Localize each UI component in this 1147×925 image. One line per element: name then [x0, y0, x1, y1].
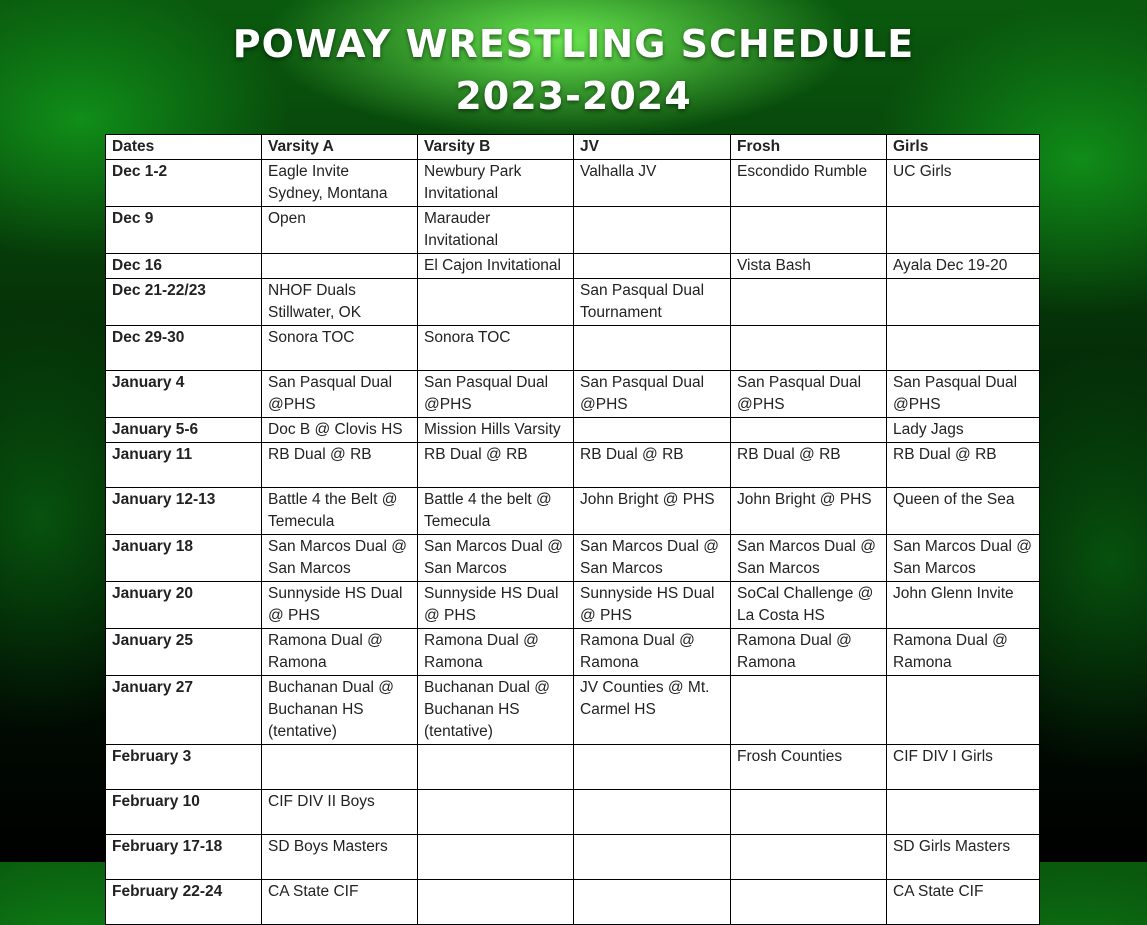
- cell-varsity-b: [418, 790, 574, 835]
- table-row: [106, 371, 1040, 418]
- cell-varsity-b: Newbury Park Invitational: [418, 160, 574, 207]
- cell-varsity-a: San Pasqual Dual @PHS: [262, 371, 418, 418]
- cell-varsity-a: Battle 4 the Belt @ Temecula: [262, 488, 418, 535]
- cell-girls: UC Girls: [887, 160, 1040, 207]
- cell-varsity-b: [418, 279, 574, 326]
- cell-frosh: RB Dual @ RB: [731, 443, 887, 488]
- cell-frosh: [731, 279, 887, 326]
- cell-frosh: Escondido Rumble: [731, 160, 887, 207]
- cell-jv: [574, 207, 731, 254]
- cell-date: Dec 1-2: [106, 160, 262, 207]
- cell-girls: [887, 676, 1040, 745]
- cell-jv: [574, 790, 731, 835]
- cell-jv: San Marcos Dual @ San Marcos: [574, 535, 731, 582]
- cell-frosh: [731, 790, 887, 835]
- cell-varsity-b: Sunnyside HS Dual @ PHS: [418, 582, 574, 629]
- cell-varsity-a: San Marcos Dual @ San Marcos: [262, 535, 418, 582]
- cell-jv: San Pasqual Dual Tournament: [574, 279, 731, 326]
- table-row: [106, 160, 1040, 207]
- cell-varsity-b: [418, 745, 574, 790]
- table-row: [106, 326, 1040, 371]
- cell-girls: [887, 279, 1040, 326]
- cell-date: January 11: [106, 443, 262, 488]
- cell-jv: [574, 835, 731, 880]
- cell-date: February 3: [106, 745, 262, 790]
- column-header-frosh: Frosh: [731, 135, 887, 160]
- cell-girls: John Glenn Invite: [887, 582, 1040, 629]
- cell-jv: Valhalla JV: [574, 160, 731, 207]
- cell-date: January 4: [106, 371, 262, 418]
- table-row: [106, 582, 1040, 629]
- cell-varsity-a: Buchanan Dual @ Buchanan HS (tentative): [262, 676, 418, 745]
- cell-date: January 20: [106, 582, 262, 629]
- cell-varsity-b: Buchanan Dual @ Buchanan HS (tentative): [418, 676, 574, 745]
- table-row: [106, 443, 1040, 488]
- cell-girls: Lady Jags: [887, 418, 1040, 443]
- cell-varsity-a: CIF DIV II Boys: [262, 790, 418, 835]
- cell-frosh: [731, 880, 887, 925]
- cell-varsity-a: Open: [262, 207, 418, 254]
- cell-varsity-a: NHOF Duals Stillwater, OK: [262, 279, 418, 326]
- cell-date: Dec 29-30: [106, 326, 262, 371]
- cell-varsity-b: Marauder Invitational: [418, 207, 574, 254]
- cell-frosh: Frosh Counties: [731, 745, 887, 790]
- cell-jv: RB Dual @ RB: [574, 443, 731, 488]
- cell-date: January 18: [106, 535, 262, 582]
- cell-varsity-b: Battle 4 the belt @ Temecula: [418, 488, 574, 535]
- cell-date: January 25: [106, 629, 262, 676]
- table-row: [106, 207, 1040, 254]
- table-row: [106, 835, 1040, 880]
- cell-varsity-b: [418, 835, 574, 880]
- cell-jv: [574, 745, 731, 790]
- cell-varsity-a: Eagle Invite Sydney, Montana: [262, 160, 418, 207]
- cell-girls: Ayala Dec 19-20: [887, 254, 1040, 279]
- cell-jv: Ramona Dual @ Ramona: [574, 629, 731, 676]
- cell-girls: RB Dual @ RB: [887, 443, 1040, 488]
- cell-girls: SD Girls Masters: [887, 835, 1040, 880]
- cell-jv: San Pasqual Dual @PHS: [574, 371, 731, 418]
- cell-jv: [574, 326, 731, 371]
- cell-frosh: San Pasqual Dual @PHS: [731, 371, 887, 418]
- cell-frosh: [731, 326, 887, 371]
- cell-girls: CA State CIF: [887, 880, 1040, 925]
- column-header-dates: Dates: [106, 135, 262, 160]
- cell-varsity-a: [262, 745, 418, 790]
- cell-frosh: [731, 676, 887, 745]
- table-row: [106, 676, 1040, 745]
- cell-varsity-b: San Pasqual Dual @PHS: [418, 371, 574, 418]
- cell-varsity-a: Doc B @ Clovis HS: [262, 418, 418, 443]
- cell-girls: San Pasqual Dual @PHS: [887, 371, 1040, 418]
- cell-jv: John Bright @ PHS: [574, 488, 731, 535]
- table-row: [106, 279, 1040, 326]
- schedule-body: [106, 160, 1040, 925]
- cell-varsity-a: [262, 254, 418, 279]
- cell-date: Dec 21-22/23: [106, 279, 262, 326]
- cell-jv: [574, 254, 731, 279]
- cell-jv: JV Counties @ Mt. Carmel HS: [574, 676, 731, 745]
- cell-varsity-b: Ramona Dual @ Ramona: [418, 629, 574, 676]
- column-header-varsity-b: Varsity B: [418, 135, 574, 160]
- cell-date: Dec 16: [106, 254, 262, 279]
- table-row: [106, 629, 1040, 676]
- cell-jv: Sunnyside HS Dual @ PHS: [574, 582, 731, 629]
- cell-varsity-a: CA State CIF: [262, 880, 418, 925]
- cell-date: January 5-6: [106, 418, 262, 443]
- cell-varsity-a: Sonora TOC: [262, 326, 418, 371]
- column-header-varsity-a: Varsity A: [262, 135, 418, 160]
- cell-date: February 17-18: [106, 835, 262, 880]
- cell-frosh: Ramona Dual @ Ramona: [731, 629, 887, 676]
- cell-date: January 27: [106, 676, 262, 745]
- cell-varsity-b: [418, 880, 574, 925]
- column-header-girls: Girls: [887, 135, 1040, 160]
- cell-frosh: San Marcos Dual @ San Marcos: [731, 535, 887, 582]
- cell-jv: [574, 418, 731, 443]
- cell-girls: [887, 790, 1040, 835]
- table-row: [106, 790, 1040, 835]
- cell-varsity-a: Ramona Dual @ Ramona: [262, 629, 418, 676]
- cell-frosh: [731, 418, 887, 443]
- cell-varsity-b: Mission Hills Varsity: [418, 418, 574, 443]
- cell-girls: San Marcos Dual @ San Marcos: [887, 535, 1040, 582]
- table-header-row: [106, 135, 1040, 160]
- cell-girls: Queen of the Sea: [887, 488, 1040, 535]
- schedule-table: [105, 134, 1040, 925]
- cell-girls: CIF DIV I Girls: [887, 745, 1040, 790]
- cell-girls: Ramona Dual @ Ramona: [887, 629, 1040, 676]
- table-row: [106, 880, 1040, 925]
- cell-varsity-b: El Cajon Invitational: [418, 254, 574, 279]
- column-header-jv: JV: [574, 135, 731, 160]
- cell-varsity-a: SD Boys Masters: [262, 835, 418, 880]
- cell-jv: [574, 880, 731, 925]
- cell-frosh: Vista Bash: [731, 254, 887, 279]
- cell-frosh: [731, 207, 887, 254]
- table-row: [106, 418, 1040, 443]
- cell-girls: [887, 207, 1040, 254]
- page-subtitle-years: 2023-2024: [455, 74, 692, 118]
- table-row: [106, 254, 1040, 279]
- cell-date: February 22-24: [106, 880, 262, 925]
- table-row: [106, 488, 1040, 535]
- table-row: [106, 535, 1040, 582]
- page-title: POWAY WRESTLING SCHEDULE: [232, 22, 915, 66]
- cell-varsity-b: RB Dual @ RB: [418, 443, 574, 488]
- table-row: [106, 745, 1040, 790]
- cell-date: February 10: [106, 790, 262, 835]
- cell-varsity-a: RB Dual @ RB: [262, 443, 418, 488]
- cell-date: January 12-13: [106, 488, 262, 535]
- cell-varsity-b: San Marcos Dual @ San Marcos: [418, 535, 574, 582]
- cell-varsity-a: Sunnyside HS Dual @ PHS: [262, 582, 418, 629]
- cell-girls: [887, 326, 1040, 371]
- cell-frosh: John Bright @ PHS: [731, 488, 887, 535]
- cell-varsity-b: Sonora TOC: [418, 326, 574, 371]
- cell-frosh: [731, 835, 887, 880]
- cell-date: Dec 9: [106, 207, 262, 254]
- cell-frosh: SoCal Challenge @ La Costa HS: [731, 582, 887, 629]
